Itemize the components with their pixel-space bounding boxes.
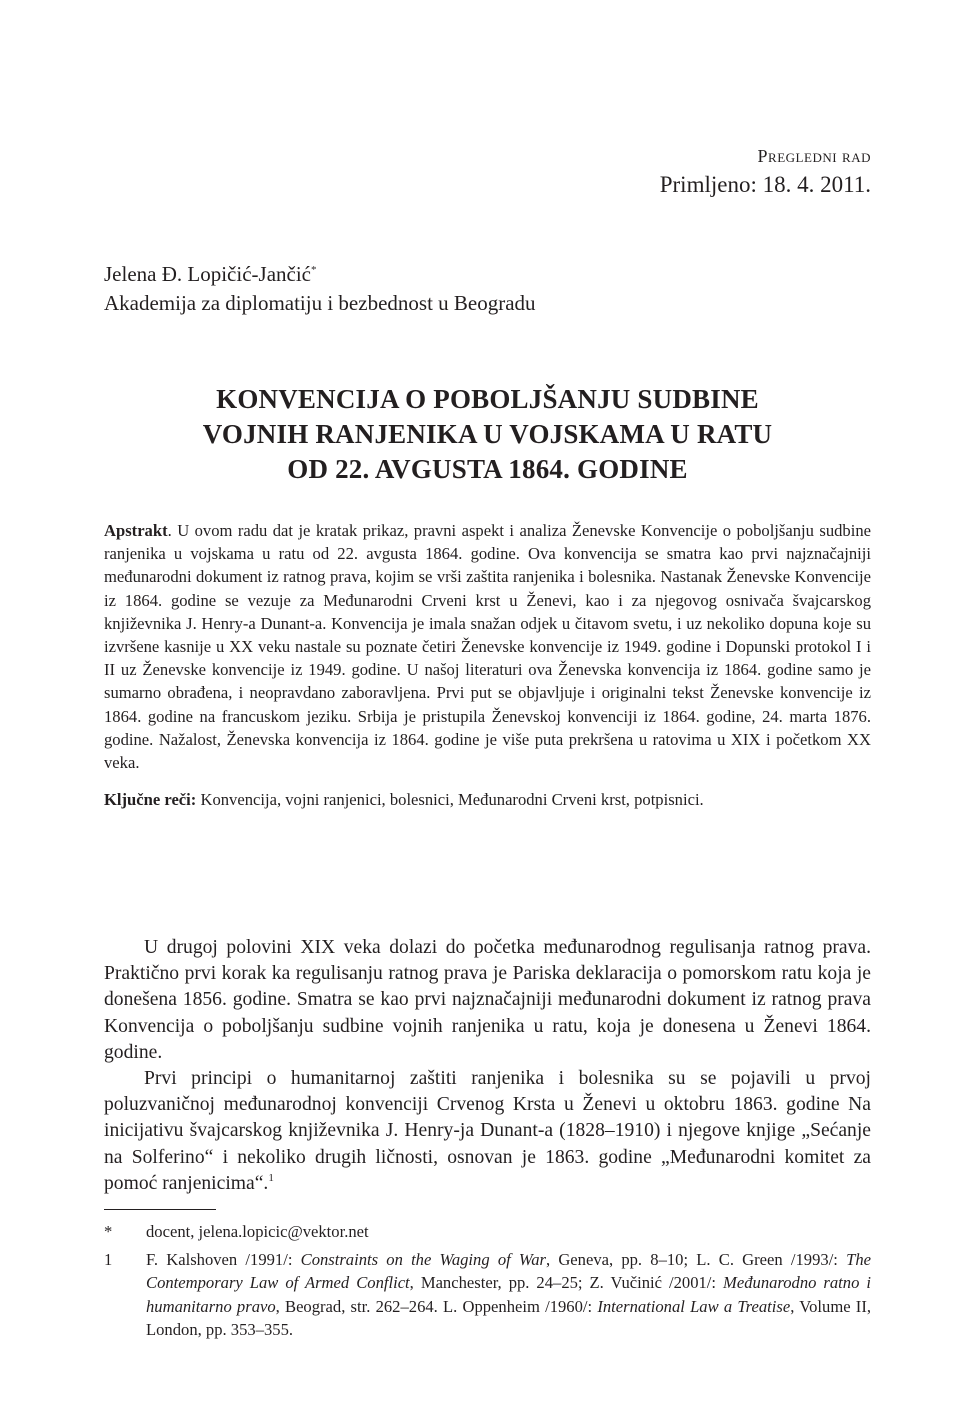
author-block xyxy=(104,260,536,318)
abstract-section xyxy=(104,519,871,811)
footnotes-section xyxy=(104,1220,871,1346)
footnote-mark: 1 xyxy=(104,1249,113,1269)
abstract-text: . U ovom radu dat je kratak prikaz, pravni aspekt i analiza Ženevske Konvencije o poboljšanju sudbine ranjenika u vojskama u ratu od 22. avgusta 1864. godine. Ova konvencija se smatra kao prvi najznačajniji međunarodni dokument iz ratnog prava, kojim se vrši zaštita ranjenika i bolesnika. Nastanak Ženevske Konvencije iz 1864. godine se vezuje za Međunarodni Crveni krst u Ženevi, kao i za njegovog osnivača švajcarskog književnika J. Henry-a Dunant-a. Konvencija je imala snažan odjek u čitavom svetu, i uz nekoliko dopuna koje su izvršene kasnije u XX veku nastale su poznate četiri Ženevske konvencije iz 1949. godine i Dopunski protokol I i II uz Ženevske konvencije iz 1949. godine. U našoj literaturi ova Ženevska konvencija iz 1864. godine samo je sumarno obrađena, i neopravdano zaboravljena. Prvi put se objavljuje i originalni tekst Ženevske konvencije iz 1864. godine na francuskom jeziku. Srbija je pristupila Ženevskoj konvenciji iz 1864. godine, 24. marta 1876. godine. Nažalost, Ženevska konvencija iz 1864. godine je više puta prekršena u ratovima u XIX i početkom XX veka. xyxy=(104,521,871,773)
author-name xyxy=(104,260,536,289)
citation-text: , Manchester, pp. 24–25; Z. Vučinić /2001/: xyxy=(409,1273,724,1292)
citation-text: , Geneva, pp. 8–10; L. C. Green /1993/: xyxy=(545,1249,847,1269)
citation-text: F. Kalshoven /1991/: xyxy=(146,1249,301,1269)
keywords-paragraph xyxy=(104,788,871,811)
citation-title: The Contemporary Law of Armed Conflict xyxy=(146,1249,871,1292)
title-line: KONVENCIJA O POBOLJŠANJU SUDBINE xyxy=(216,384,759,414)
footnote-text: docent, jelena.lopicic@vektor.net xyxy=(146,1222,369,1241)
footnote-ref[interactable]: 1 xyxy=(268,1171,274,1184)
body-paragraph xyxy=(104,1066,871,1197)
keywords-text: Konvencija, vojni ranjenici, bolesnici, Međunarodni Crveni krst, potpisnici. xyxy=(196,790,704,810)
abstract-paragraph xyxy=(104,519,871,774)
footnote-text xyxy=(146,1248,871,1342)
footnote-mark: * xyxy=(104,1222,113,1241)
author-footnote-mark[interactable]: * xyxy=(311,264,317,276)
article-title xyxy=(104,382,871,487)
keywords-label: Ključne reči: xyxy=(104,790,197,810)
body-paragraph: U drugoj polovini XIX veka dolazi do početka međunarodnog regulisanja ratnog prava. Praktično prvi korak ka regulisanju ratnog prava je Pariska deklaracija o pomorskom ratu koja je donešena 1856. godine. Smatra se kao prvi najznačajniji međunarodni dokument iz ratnog prava Konvencija o poboljšanju sudbine vojnih ranjenika u ratu, koja je donesena u Ženevi 1864. godine. xyxy=(104,937,871,1063)
footnote-item xyxy=(104,1248,871,1342)
citation-title: Constraints on the Waging of War xyxy=(300,1249,546,1269)
citation-title: International Law a Treatise xyxy=(597,1296,791,1316)
author-affiliation: Akademija za diplomatiju i bezbednost u Beogradu xyxy=(104,291,536,315)
citation-text: , Beograd, str. 262–264. L. Oppenheim /1960/: xyxy=(275,1296,598,1316)
received-date: Primljeno: 18. 4. 2011. xyxy=(659,172,871,197)
title-line: OD 22. AVGUSTA 1864. GODINE xyxy=(287,454,688,484)
article-type-label: Pregledni rad xyxy=(757,146,871,166)
abstract-label: Apstrakt xyxy=(104,521,168,540)
title-line: VOJNIH RANJENIKA U VOJSKAMA U RATU xyxy=(202,419,773,449)
citation-text: , Volume II, London, pp. 353–355. xyxy=(146,1296,871,1339)
citation-title: Međunarodno ratno i humanitarno pravo xyxy=(146,1273,871,1316)
footnote-divider xyxy=(104,1209,216,1210)
body-text xyxy=(104,935,871,1197)
author-name-text: Jelena Đ. Lopičić-Jančić xyxy=(104,262,311,286)
footnote-item xyxy=(104,1220,871,1244)
body-paragraph-text: Prvi principi o humanitarnoj zaštiti ranjenika i bolesnika su se pojavili u prvoj poluzvaničnoj međunarodnoj konvenciji Crvenog Krsta u Ženevi u oktobru 1863. godine Na inicijativu švajcarskog književnika J. Henry-ja Dunant-a (1828–1910) i njegove knjige „Sećanje na Solferino“ i nekoliko drugih ličnosti, osnovan je 1863. godine „Međunarodni komitet za pomoć ranjenicima“. xyxy=(104,1068,871,1194)
